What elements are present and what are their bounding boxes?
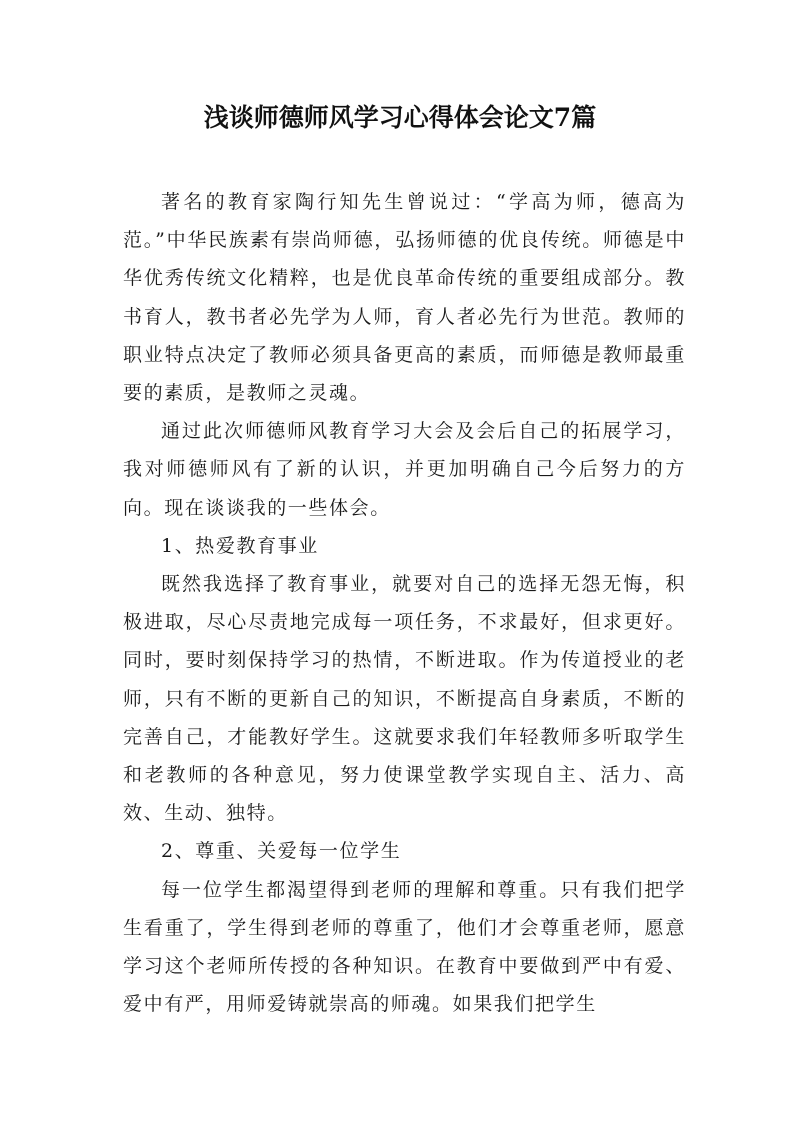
document-body: [123, 183, 686, 1023]
paragraph-intro: 著名的教育家陶行知先生曾说过：“学高为师，德高为范。”中华民族素有崇尚师德，弘扬师德的优良传统。师德是中华优秀传统文化精粹，也是优良革命传统的重要组成部分。教书育人，教书者必先学为人师，育人者必先行为世范。教师的职业特点决定了教师必须具备更高的素质，而师德是教师最重要的素质，是教师之灵魂。: [123, 191, 686, 405]
section-heading-1: 1、热爱教育事业: [161, 534, 319, 557]
paragraph-section-2: 每一位学生都渴望得到老师的理解和尊重。只有我们把学生看重了，学生得到老师的尊重了，他们才会尊重老师，愿意学习这个老师所传授的各种知识。在教育中要做到严中有爱、爱中有严，用师爱铸就崇高的师魂。如果我们把学生: [123, 878, 686, 1016]
paragraph-reflection: 通过此次师德师风教育学习大会及会后自己的拓展学习，我对师德师风有了新的认识，并更加明确自己今后努力的方向。现在谈谈我的一些体会。: [123, 420, 686, 519]
document-title: 浅谈师德师风学习心得体会论文7篇: [203, 103, 597, 132]
section-heading-2: 2、尊重、关爱每一位学生: [161, 840, 402, 863]
paragraph-section-1: 既然我选择了教育事业，就要对自己的选择无怨无悔，积极进取，尽心尽责地完成每一项任务，不求最好，但求更好。同时，要时刻保持学习的热情，不断进取。作为传道授业的老师，只有不断的更新自己的知识，不断提高自身素质，不断的完善自己，才能教好学生。这就要求我们年轻教师多听取学生和老教师的各种意见，努力使课堂教学实现自主、活力、高效、生动、独特。: [123, 573, 686, 825]
